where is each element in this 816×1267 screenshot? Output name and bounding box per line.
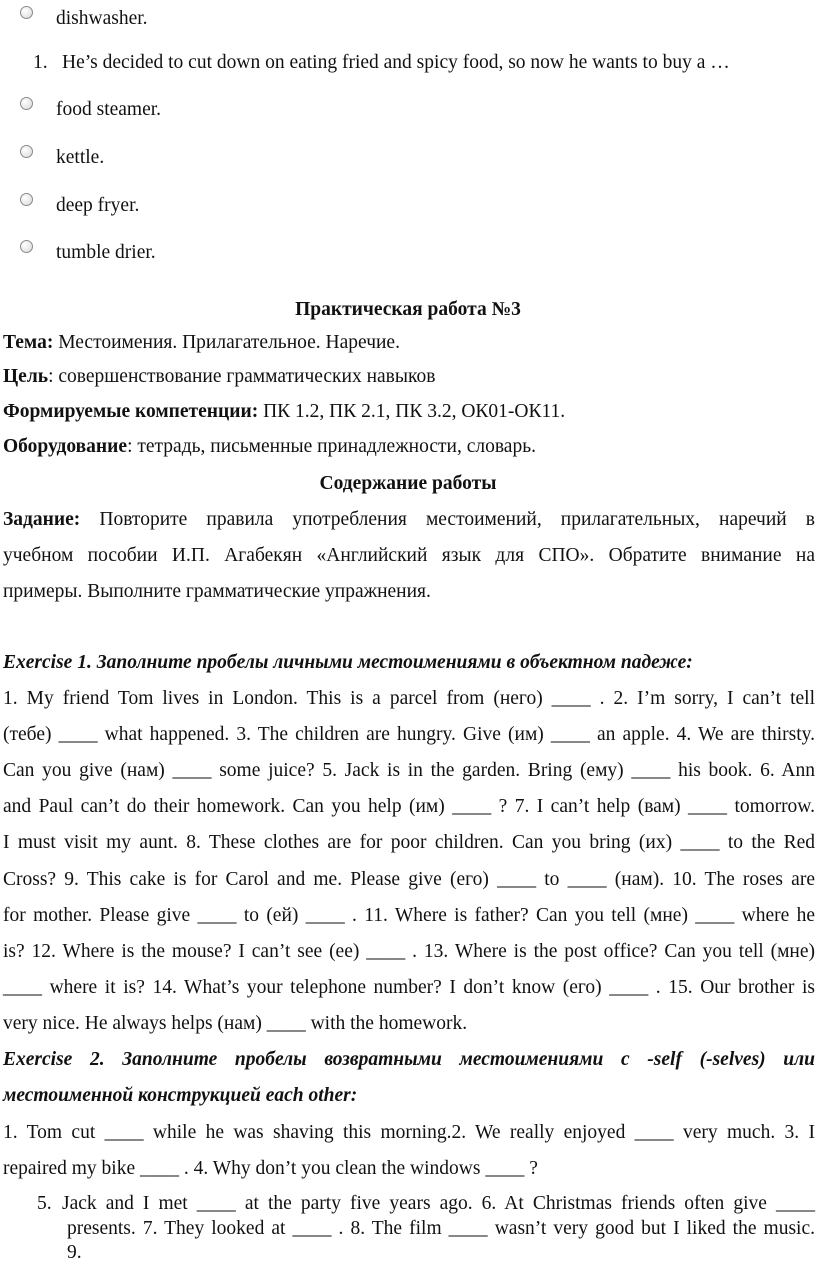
equipment-value: : тетрадь, письменные принадлежности, словарь. [127, 436, 536, 457]
topic-value: Местоимения. Прилагательное. Наречие. [53, 332, 400, 353]
exercise-1-heading: Exercise 1. Заполните пробелы личными местоимениями в объектном падеже: [3, 652, 693, 673]
list-number: 5. [37, 1193, 52, 1214]
practical-title: Практическая работа №3 [295, 299, 521, 320]
option-label: food steamer. [56, 99, 162, 120]
option-label: dishwasher. [56, 8, 148, 29]
question-text: He’s decided to cut down on eating fried and spicy food, so now he wants to buy a … [62, 52, 730, 73]
equipment-label: Оборудование [3, 436, 128, 457]
radio-button-icon[interactable] [20, 193, 33, 206]
radio-button-icon[interactable] [20, 145, 33, 158]
option-label: kettle. [56, 147, 105, 168]
exercise-1-line: very nice. He always helps (нам) ____ with the homework. [3, 1013, 468, 1034]
exercise-2-list-line: presents. 7. They looked at ____ . 8. The film ____ wasn’t very good but I liked the music. [67, 1218, 815, 1239]
answer-option[interactable] [20, 195, 139, 217]
task-line: учебном пособии И.П. Агабекян «Английский язык для СПО». Обратите внимание на [3, 545, 815, 566]
radio-button-icon[interactable] [20, 97, 33, 110]
answer-option[interactable] [20, 99, 161, 121]
exercise-1-line: and Paul can’t do their homework. Can you help (им) ____ ? 7. I can’t help (вам) ____ tomorrow. [3, 796, 815, 817]
exercise-1-line: Can you give (нам) ____ some juice? 5. Jack is in the garden. Bring (ему) ____ his book. 6. Ann [3, 760, 815, 781]
goal-value: : совершенствование грамматических навыков [48, 366, 436, 387]
option-label: deep fryer. [56, 195, 140, 216]
exercise-2-line: 1. Tom cut ____ while he was shaving this morning.2. We really enjoyed ____ very much. 3. I [3, 1122, 815, 1143]
topic-label: Тема: [3, 332, 54, 353]
task-line: примеры. Выполните грамматические упражнения. [3, 581, 431, 602]
competencies-label: Формируемые компетенции: [3, 401, 259, 422]
goal-line [3, 366, 435, 388]
exercise-2-list-line: Jack and I met ____ at the party five years ago. 6. At Christmas friends often give ____ [62, 1193, 815, 1214]
exercise-1-line: Cross? 9. This cake is for Carol and me. Please give (его) ____ to ____ (нам). 10. The roses are [3, 869, 815, 890]
answer-option[interactable] [20, 147, 104, 169]
competencies-line [3, 401, 565, 423]
competencies-value: ПК 1.2, ПК 2.1, ПК 3.2, ОК01-ОК11. [258, 401, 566, 422]
exercise-1-line: is? 12. Where is the mouse? I can’t see (ее) ____ . 13. Where is the post office? Can you tell (мне) [3, 941, 815, 962]
radio-button-icon[interactable] [20, 240, 33, 253]
answer-option[interactable] [20, 242, 156, 264]
exercise-2-list-line: 9. [67, 1242, 82, 1263]
exercise-2-heading: местоименной конструкцией each other: [3, 1085, 358, 1106]
question-number: 1. [33, 52, 48, 73]
content-title: Содержание работы [319, 473, 497, 494]
radio-button-icon[interactable] [20, 6, 33, 19]
exercise-1-line: (тебе) ____ what happened. 3. The children are hungry. Give (им) ____ an apple. 4. We are thirsty. [3, 724, 815, 745]
equipment-line [3, 436, 536, 458]
exercise-1-line: ____ where it is? 14. What’s your telephone number? I don’t know (его) ____ . 15. Our brother is [3, 977, 815, 998]
exercise-1-line: I must visit my aunt. 8. These clothes are for poor children. Can you bring (их) ____ to the Red [3, 832, 815, 853]
goal-label: Цель [3, 366, 49, 387]
exercise-1-line: 1. My friend Tom lives in London. This is a parcel from (него) ____ . 2. I’m sorry, I can’t tell [3, 688, 815, 709]
exercise-2-heading: Exercise 2. Заполните пробелы возвратными местоимениями с -self (-selves) или [3, 1049, 815, 1070]
option-label: tumble drier. [56, 242, 156, 263]
task-text: Повторите правила употребления местоимений, прилагательных, наречий в [99, 509, 815, 530]
answer-option[interactable] [20, 8, 148, 30]
exercise-1-line: for mother. Please give ____ to (ей) ____ . 11. Where is father? Can you tell (мне) ____ where he [3, 905, 815, 926]
topic-line [3, 332, 400, 354]
task-label: Задание: [3, 509, 81, 530]
task-line [3, 509, 815, 531]
exercise-2-line: repaired my bike ____ . 4. Why don’t you clean the windows ____ ? [3, 1158, 538, 1179]
